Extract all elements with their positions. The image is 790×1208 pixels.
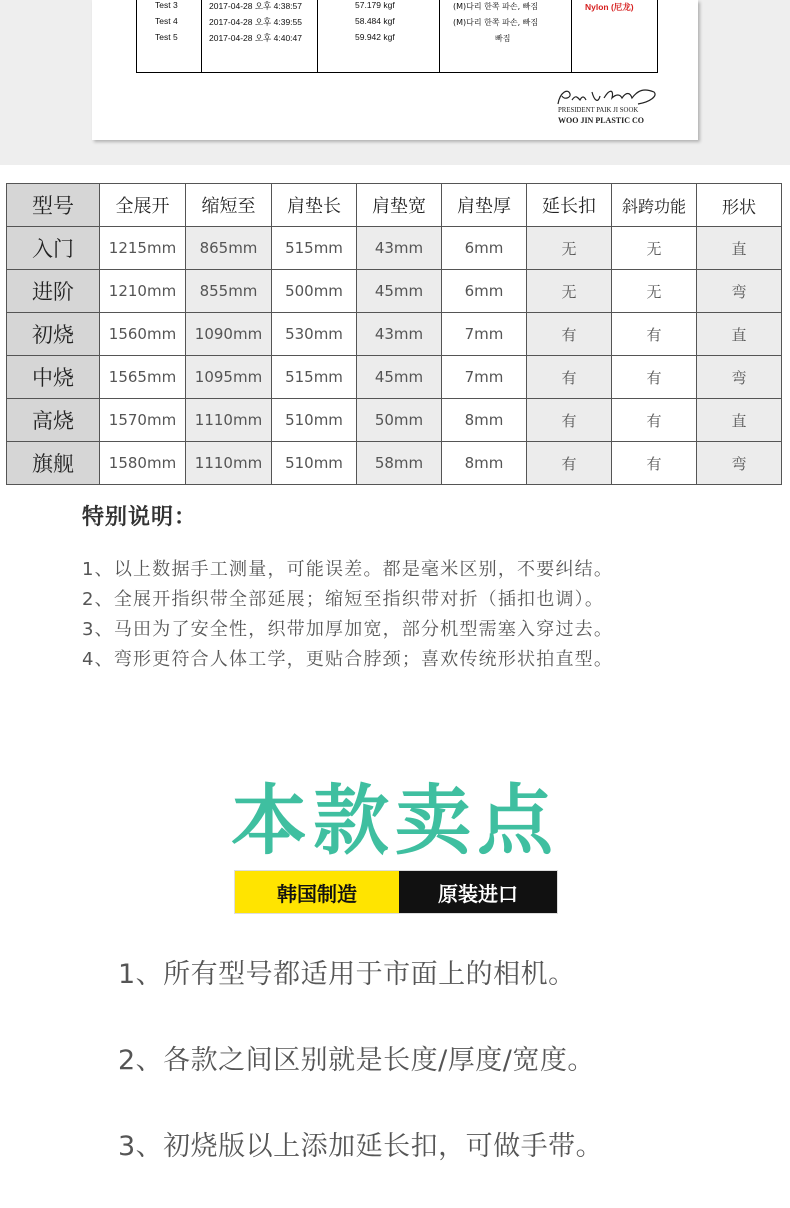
cell-shortened: 855mm [186, 270, 272, 313]
cell-pad-thickness: 8mm [442, 442, 527, 485]
table-row [7, 270, 782, 313]
cert-datetime: 2017-04-28 오후 4:38:57 [209, 1, 302, 11]
cell-crossbody: 有 [612, 442, 697, 485]
cell-extension-buckle: 无 [527, 227, 612, 270]
cell-pad-thickness: 7mm [442, 356, 527, 399]
certificate-column-divider [571, 0, 572, 72]
cell-pad-length: 510mm [272, 399, 357, 442]
cell-full-length: 1565mm [100, 356, 186, 399]
cert-result: (M)다리 한쪽 파손, 빠짐 [453, 2, 539, 11]
cell-pad-width: 43mm [357, 313, 442, 356]
cell-pad-width: 45mm [357, 270, 442, 313]
cell-pad-length: 515mm [272, 356, 357, 399]
cell-full-length: 1210mm [100, 270, 186, 313]
list-item: 2、全展开指织带全部延展；缩短至指织带对折（插扣也调）。 [82, 589, 605, 610]
header-extension-buckle: 延长扣 [527, 184, 612, 227]
list-item: 1、以上数据手工测量，可能误差。都是毫米区别，不要纠结。 [82, 559, 614, 580]
cell-shape: 弯 [697, 356, 782, 399]
cert-datetime: 2017-04-28 오후 4:40:47 [209, 33, 302, 43]
cert-load: 58.484 kgf [355, 16, 395, 26]
cell-pad-length: 510mm [272, 442, 357, 485]
company-name: WOO JIN PLASTIC CO [558, 116, 645, 125]
signature [554, 86, 664, 125]
cell-extension-buckle: 有 [527, 356, 612, 399]
cert-load: 57.179 kgf [355, 0, 395, 10]
cert-test-name: Test 4 [155, 16, 178, 26]
cell-shape: 直 [697, 313, 782, 356]
cell-pad-thickness: 8mm [442, 399, 527, 442]
list-item: 2、各款之间区别就是长度/厚度/宽度。 [118, 1045, 595, 1076]
cell-pad-thickness: 6mm [442, 227, 527, 270]
badge-imported: 原装进口 [399, 871, 557, 913]
certificate-column-divider [317, 0, 318, 72]
cert-test-name: Test 5 [155, 32, 178, 42]
row-model-name: 旗舰 [7, 442, 100, 485]
cert-load: 59.942 kgf [355, 32, 395, 42]
cell-full-length: 1580mm [100, 442, 186, 485]
list-item: 1、所有型号都适用于市面上的相机。 [118, 959, 576, 990]
cell-crossbody: 有 [612, 399, 697, 442]
table-row [7, 399, 782, 442]
selling-points-title: 本款卖点 [231, 776, 559, 865]
cell-crossbody: 有 [612, 356, 697, 399]
cell-shape: 直 [697, 399, 782, 442]
certificate-column-divider [439, 0, 440, 72]
row-model-name: 高烧 [7, 399, 100, 442]
notes-title: 特别说明： [82, 505, 198, 530]
cell-full-length: 1570mm [100, 399, 186, 442]
badge-made-in-korea: 韩国制造 [235, 871, 399, 913]
header-full-length: 全展开 [100, 184, 186, 227]
table-row [7, 356, 782, 399]
header-model: 型号 [7, 184, 100, 227]
spec-header-row [7, 184, 782, 227]
cell-full-length: 1215mm [100, 227, 186, 270]
header-crossbody: 斜跨功能 [612, 184, 697, 227]
table-row [7, 442, 782, 485]
cell-pad-width: 43mm [357, 227, 442, 270]
cert-datetime: 2017-04-28 오후 4:39:55 [209, 17, 302, 27]
list-item: 3、马田为了安全性，织带加厚加宽，部分机型需塞入穿过去。 [82, 619, 614, 640]
cell-shortened: 865mm [186, 227, 272, 270]
cell-pad-width: 45mm [357, 356, 442, 399]
test-certificate [92, 0, 698, 140]
signature-scribble-icon [554, 86, 664, 108]
cert-result: 빠짐 [495, 34, 511, 43]
header-pad-length: 肩垫长 [272, 184, 357, 227]
certificate-column-divider [201, 0, 202, 72]
cell-extension-buckle: 有 [527, 442, 612, 485]
notes-list [82, 555, 613, 675]
list-item: 3、初烧版以上添加延长扣，可做手带。 [118, 1131, 604, 1162]
row-model-name: 中烧 [7, 356, 100, 399]
cell-crossbody: 无 [612, 270, 697, 313]
cell-pad-thickness: 7mm [442, 313, 527, 356]
cell-shape: 弯 [697, 442, 782, 485]
certificate-table [136, 0, 658, 73]
cell-pad-length: 530mm [272, 313, 357, 356]
row-model-name: 进阶 [7, 270, 100, 313]
cell-pad-length: 515mm [272, 227, 357, 270]
header-shortened: 缩短至 [186, 184, 272, 227]
table-row [7, 313, 782, 356]
cell-crossbody: 无 [612, 227, 697, 270]
cell-pad-length: 500mm [272, 270, 357, 313]
header-pad-thickness: 肩垫厚 [442, 184, 527, 227]
cell-extension-buckle: 有 [527, 313, 612, 356]
cell-crossbody: 有 [612, 313, 697, 356]
list-item: 4、弯形更符合人体工学，更贴合脖颈；喜欢传统形状拍直型。 [82, 649, 614, 670]
cell-shortened: 1095mm [186, 356, 272, 399]
cell-shortened: 1110mm [186, 442, 272, 485]
cell-pad-thickness: 6mm [442, 270, 527, 313]
cell-shortened: 1090mm [186, 313, 272, 356]
selling-points-list [118, 950, 603, 1208]
cell-pad-width: 58mm [357, 442, 442, 485]
row-model-name: 初烧 [7, 313, 100, 356]
cert-test-name: Test 3 [155, 0, 178, 10]
row-model-name: 入门 [7, 227, 100, 270]
signature-name: PRESIDENT PAIK JI SOOK [558, 107, 639, 114]
cell-pad-width: 50mm [357, 399, 442, 442]
header-pad-width: 肩垫宽 [357, 184, 442, 227]
cell-extension-buckle: 有 [527, 399, 612, 442]
table-row [7, 227, 782, 270]
cell-extension-buckle: 无 [527, 270, 612, 313]
cell-full-length: 1560mm [100, 313, 186, 356]
cell-shape: 直 [697, 227, 782, 270]
spec-table [6, 183, 782, 485]
header-shape: 形状 [697, 184, 782, 227]
cell-shortened: 1110mm [186, 399, 272, 442]
cell-shape: 弯 [697, 270, 782, 313]
origin-badge [234, 870, 558, 914]
cert-material: Nylon (尼龙) [585, 2, 634, 12]
cert-result: (M)다리 한쪽 파손, 빠짐 [453, 18, 539, 27]
